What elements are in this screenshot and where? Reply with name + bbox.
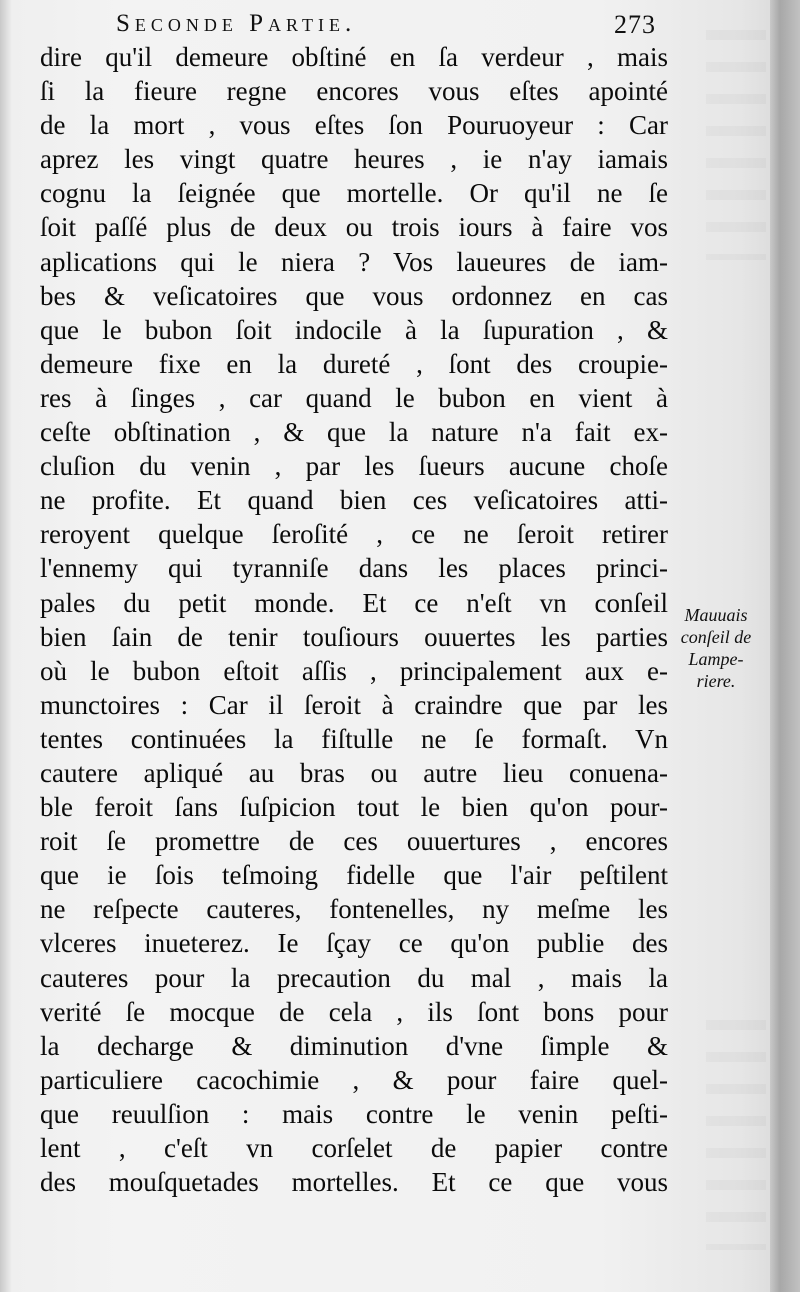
text-line: aprez les vingt quatre heures , ie n'ay iamais (40, 144, 668, 175)
text-line: cognu la ſeignée que mortelle. Or qu'il ne ſe (40, 178, 668, 209)
running-head: Seconde Partie. (116, 10, 357, 37)
text-line: verité ſe mocque de cela , ils ſont bons pour (40, 996, 668, 1027)
text-line: particuliere cacochimie , & pour faire quel- (40, 1064, 668, 1095)
text-line: que reuulſion : mais contre le venin peſti- (40, 1098, 668, 1129)
text-line: pales du petit monde. Et ce n'eſt vn conſeil (40, 587, 668, 618)
facing-page-edge (770, 0, 800, 1292)
text-line: bien ſain de tenir touſiours ouuertes les parties (40, 621, 668, 652)
show-through-bottom (706, 1020, 766, 1250)
text-line: aplications qui le niera ? Vos laueures de iam- (40, 246, 668, 277)
text-line: ne profite. Et quand bien ces veſicatoires atti- (40, 485, 668, 516)
text-line: où le bubon eſtoit aſſis , principalement aux e- (40, 655, 668, 686)
text-line: cauteres pour la precaution du mal , mais la (40, 962, 668, 993)
text-line: res à ſinges , car quand le bubon en vient à (40, 382, 668, 413)
marginal-note-line: Lampe- (688, 649, 744, 669)
text-line: ſoit paſſé plus de deux ou trois iours à faire vos (40, 212, 668, 243)
page-number: 273 (614, 10, 656, 39)
text-line: que le bubon ſoit indocile à la ſupuration , & (40, 314, 668, 345)
text-line: munctoires : Car il ſeroit à craindre que par les (40, 689, 668, 720)
text-line: reroyent quelque ſeroſité , ce ne ſeroit retirer (40, 519, 668, 550)
text-line: ceſte obſtination , & que la nature n'a fait ex- (40, 417, 668, 448)
text-line: ble feroit ſans ſuſpicion tout le bien qu'on pour- (40, 792, 668, 823)
text-line: lent , c'eſt vn corſelet de papier contre (40, 1133, 668, 1163)
marginal-note-line: conſeil de (680, 627, 752, 647)
text-line: que ie ſois teſmoing fidelle que l'air peſtilent (40, 860, 668, 891)
text-line: roit ſe promettre de ces ouuertures , encores (40, 826, 668, 857)
text-line: cautere apliqué au bras ou autre lieu conuena- (40, 757, 668, 788)
marginal-note (664, 604, 768, 692)
text-line: l'ennemy qui tyranniſe dans les places princi- (40, 553, 668, 584)
text-line: ne reſpecte cauteres, fontenelles, ny meſme les (40, 894, 668, 925)
body-text (40, 40, 668, 1199)
text-line: bes & veſicatoires que vous ordonnez en cas (40, 280, 668, 311)
show-through-top (706, 30, 766, 260)
text-line: tentes continuées la fiſtulle ne ſe formaſt. Vn (40, 723, 668, 754)
text-line: vlceres inueterez. Ie ſçay ce qu'on publie des (40, 928, 668, 959)
text-line: la decharge & diminution d'vne ſimple & (40, 1030, 668, 1061)
text-line: demeure fixe en la dureté , ſont des croupie- (40, 348, 668, 379)
text-line: cluſion du venin , par les ſueurs aucune choſe (40, 451, 668, 482)
text-line: de la mort , vous eſtes ſon Pouruoyeur : Car (40, 110, 668, 141)
text-line: des mouſquetades mortelles. Et ce que vous (40, 1167, 668, 1198)
text-line: dire qu'il demeure obſtiné en ſa verdeur , mais (40, 42, 668, 72)
marginal-note-line: Mauuais (684, 605, 748, 625)
text-line: ſi la fieure regne encores vous eſtes apointé (40, 76, 668, 107)
marginal-note-line: riere. (696, 671, 736, 691)
